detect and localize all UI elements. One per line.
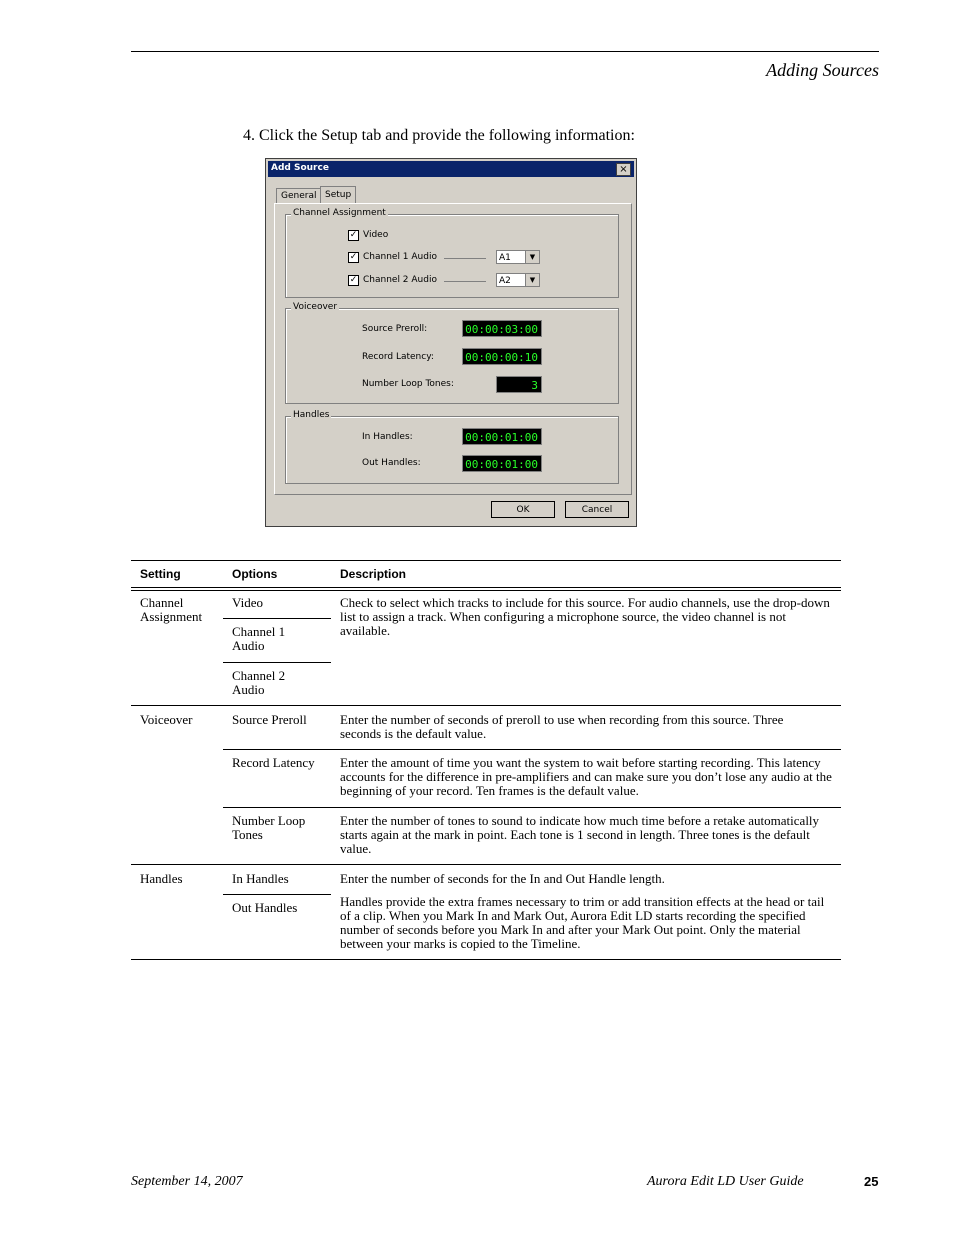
tab-general[interactable]: [276, 188, 321, 203]
setting-channel-assignment: Channel Assignment: [140, 595, 203, 624]
channel-assignment-legend: Channel Assignment: [293, 208, 386, 218]
header-rule: [131, 51, 879, 52]
row-rule: [223, 618, 331, 619]
description-number-loop-tones: Enter the number of tones to sound to indicate how much time before a retake automatically starts again at the mark in point. Each tone is 1 second in length. Three tones is the default value.: [340, 813, 820, 856]
ok-button[interactable]: OK: [491, 501, 555, 518]
add-source-dialog: [265, 158, 637, 527]
channel-2-track-select[interactable]: [496, 273, 540, 287]
description-handles-detail: Handles provide the extra frames necessary to trim or add transition effects at the head or tail of a clip. When you Mark In and Mark Out, Aurora Edit LD starts recording the specified number of seconds before you Mark In and after your Mark Out point. Only the material between your marks is copied to the Timeline.: [340, 894, 825, 951]
row-rule: [223, 662, 331, 663]
tab-setup[interactable]: [320, 186, 356, 203]
chevron-down-icon[interactable]: ▼: [525, 274, 539, 286]
table-bottom-rule: [131, 959, 841, 960]
channel-2-audio-label: Channel 2 Audio: [363, 275, 437, 285]
source-preroll-timecode[interactable]: 00:00:03:00: [462, 320, 542, 337]
channel-assignment-group: [285, 208, 619, 298]
footer-date: September 14, 2007: [131, 1174, 243, 1189]
option-source-preroll: Source Preroll: [232, 712, 307, 727]
handles-group: [285, 410, 619, 484]
in-handles-label: In Handles:: [362, 432, 413, 442]
setup-panel: [274, 203, 632, 495]
header-rule-1: [131, 587, 841, 588]
tab-general-label: General: [281, 191, 317, 201]
handles-legend: Handles: [293, 410, 330, 420]
description-channel-assignment: Check to select which tracks to include for this source. For audio channels, use the drop-down list to assign a track. When configuring a microphone source, the video channel is not available.: [340, 595, 830, 638]
option-channel-2-audio: Channel 2 Audio: [232, 668, 286, 697]
footer-guide-title: Aurora Edit LD User Guide: [647, 1174, 804, 1189]
step-instruction: 4. Click the Setup tab and provide the following information:: [243, 127, 635, 144]
option-record-latency: Record Latency: [232, 755, 315, 770]
voiceover-legend: Voiceover: [293, 302, 338, 312]
page-number: 25: [864, 1174, 879, 1189]
channel-2-audio-checkbox[interactable]: ✓: [349, 275, 358, 285]
channel-2-track-value: A2: [499, 276, 511, 286]
record-latency-label: Record Latency:: [362, 352, 434, 362]
channel-2-connector-line: [444, 281, 486, 282]
option-video: Video: [232, 595, 263, 610]
cancel-button[interactable]: Cancel: [565, 501, 629, 518]
in-handles-timecode[interactable]: 00:00:01:00: [462, 428, 542, 445]
section-title: Adding Sources: [766, 60, 879, 80]
channel-1-audio-label: Channel 1 Audio: [363, 252, 437, 262]
row-rule: [223, 894, 331, 895]
option-out-handles: Out Handles: [232, 900, 298, 915]
close-icon[interactable]: ×: [616, 163, 631, 176]
channel-1-audio-checkbox[interactable]: ✓: [349, 252, 358, 262]
header-setting: Setting: [140, 567, 181, 581]
source-preroll-label: Source Preroll:: [362, 324, 428, 334]
option-in-handles: In Handles: [232, 871, 289, 886]
row-rule: [223, 749, 841, 750]
header-description: Description: [340, 567, 407, 581]
number-loop-tones-label: Number Loop Tones:: [362, 379, 454, 389]
channel-1-connector-line: [444, 258, 486, 259]
row-rule: [131, 705, 841, 706]
chevron-down-icon[interactable]: ▼: [525, 251, 539, 263]
number-loop-tones-value[interactable]: 3: [496, 376, 542, 393]
table-top-rule: [131, 560, 841, 561]
header-rule-2: [131, 590, 841, 591]
video-label: Video: [363, 230, 389, 240]
dialog-titlebar: [268, 161, 634, 177]
description-handles-length: Enter the number of seconds for the In and Out Handle length.: [340, 871, 665, 886]
option-number-loop-tones: Number Loop Tones: [232, 813, 306, 842]
dialog-title: Add Source: [271, 163, 329, 173]
description-source-preroll: Enter the number of seconds of preroll to use when recording from this source. Three seconds is the default value.: [340, 712, 784, 741]
option-channel-1-audio: Channel 1 Audio: [232, 624, 286, 653]
video-checkbox[interactable]: ✓: [349, 230, 358, 240]
out-handles-label: Out Handles:: [362, 458, 421, 468]
setting-voiceover: Voiceover: [140, 712, 193, 727]
record-latency-timecode[interactable]: 00:00:00:10: [462, 348, 542, 365]
channel-1-track-value: A1: [499, 253, 511, 263]
row-rule: [223, 807, 841, 808]
voiceover-group: [285, 302, 619, 404]
row-rule: [131, 864, 841, 865]
description-record-latency: Enter the amount of time you want the system to wait before starting recording. This latency accounts for the difference in pre-amplifiers and can make sure you don’t lose any audio at the beginning of your record. Ten frames is the default value.: [340, 755, 832, 798]
channel-1-track-select[interactable]: [496, 250, 540, 264]
tab-setup-label: Setup: [325, 190, 352, 200]
header-options: Options: [232, 567, 278, 581]
setting-handles: Handles: [140, 871, 183, 886]
out-handles-timecode[interactable]: 00:00:01:00: [462, 455, 542, 472]
